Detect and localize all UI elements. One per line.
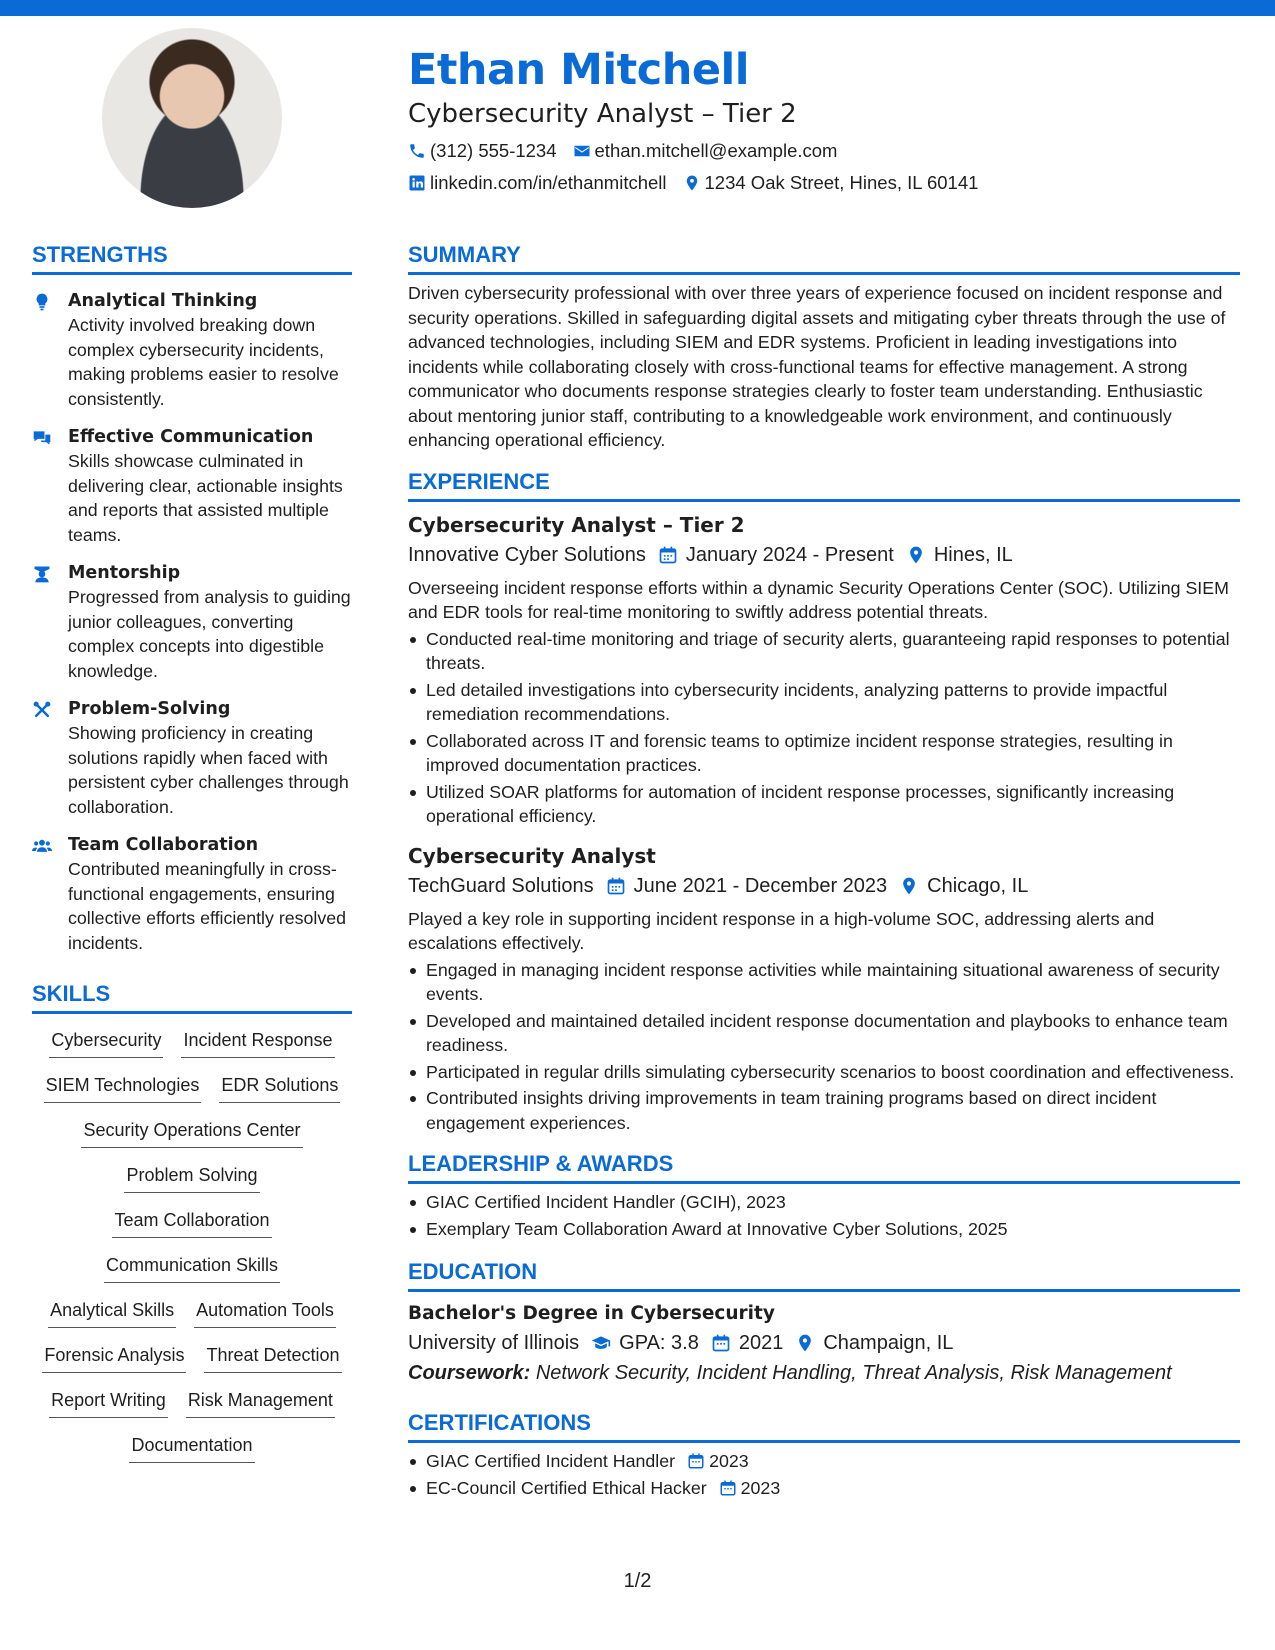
certifications-list <box>408 1449 1240 1500</box>
skill-row <box>103 1208 280 1253</box>
list-item: Conducted real-time monitoring and triage of security alerts, guaranteeing rapid responses to potential threats. <box>408 627 1240 676</box>
list-item: Developed and maintained detailed incident response documentation and playbooks to enhance team readiness. <box>408 1009 1240 1058</box>
school-name: University of Illinois <box>408 1332 580 1354</box>
coursework <box>408 1358 1240 1388</box>
job-description: Played a key role in supporting incident response in a high-volume SOC, addressing alerts and escalations effectively. <box>408 908 1155 953</box>
address-text: 1234 Oak Street, Hines, IL 60141 <box>704 172 979 193</box>
job-bullets <box>408 958 1240 1136</box>
right-column <box>408 240 1240 1502</box>
list-item: Collaborated across IT and forensic teams to optimize incident response strategies, resulting in improved documentation practices. <box>408 729 1240 778</box>
list-item: GIAC Certified Incident Handler (GCIH), 2023 <box>408 1190 1240 1215</box>
cert-name: EC-Council Certified Ethical Hacker <box>426 1477 707 1498</box>
phone-icon <box>408 142 426 160</box>
strength-desc: Activity involved breaking down complex cybersecurity incidents, making problems easier to resolve consistently. <box>68 315 339 409</box>
strength-item <box>32 289 352 411</box>
skill-tag: Risk Management <box>186 1388 335 1418</box>
page-number: 1/2 <box>623 1570 652 1592</box>
strength-item <box>32 561 352 683</box>
strength-item <box>32 833 352 955</box>
skill-tag: Threat Detection <box>204 1343 341 1373</box>
strength-desc: Skills showcase culminated in delivering clear, actionable insights and reports that assisted multiple teams. <box>68 451 343 545</box>
gpa-text: GPA: 3.8 <box>619 1332 699 1354</box>
skill-tag: SIEM Technologies <box>44 1073 202 1103</box>
candidate-name: Ethan Mitchell <box>408 45 749 95</box>
list-item: Led detailed investigations into cybersecurity incidents, analyzing patterns to provide impactful remediation recommendations. <box>408 678 1240 727</box>
skill-tag: Report Writing <box>49 1388 168 1418</box>
strength-title: Team Collaboration <box>68 835 259 855</box>
top-accent-bar <box>0 0 1275 16</box>
cert-year: 2023 <box>709 1451 749 1471</box>
strength-title: Mentorship <box>68 563 181 583</box>
skill-tag: Communication Skills <box>104 1253 280 1283</box>
list-item: Engaged in managing incident response activities while maintaining situational awareness of security events. <box>408 958 1240 1007</box>
strength-title: Problem-Solving <box>68 699 231 719</box>
skill-tag: Problem Solving <box>124 1163 259 1193</box>
calendar-icon <box>687 1452 705 1470</box>
graduation-year: 2021 <box>738 1332 784 1354</box>
job-description: Overseeing incident response efforts within a dynamic Security Operations Center (SOC). Utilizing SIEM and EDR tools for real-time monitoring to swiftly address potential threats. <box>408 577 1229 622</box>
graduation-cap-icon <box>591 1333 611 1353</box>
skills-heading: SKILLS <box>32 979 352 1014</box>
job-location: Chicago, IL <box>927 874 1029 897</box>
skill-row <box>35 1073 350 1118</box>
users-icon <box>32 836 52 856</box>
coursework-text: Network Security, Incident Handling, Threat Analysis, Risk Management <box>535 1362 1172 1384</box>
job-bullets <box>408 627 1240 829</box>
skill-row <box>95 1253 289 1298</box>
linkedin-icon <box>408 174 426 192</box>
resume-header <box>408 44 1248 196</box>
linkedin-text[interactable]: linkedin.com/in/ethanmitchell <box>430 172 667 193</box>
certifications-heading: CERTIFICATIONS <box>408 1408 1240 1443</box>
phone-contact <box>408 140 557 162</box>
skill-row <box>40 1028 343 1073</box>
left-column <box>32 240 352 1478</box>
skill-row <box>40 1388 344 1433</box>
cert-name: GIAC Certified Incident Handler <box>426 1451 676 1471</box>
job-location: Hines, IL <box>933 543 1013 566</box>
list-item: Utilized SOAR platforms for automation of incident response processes, significantly increasing operational efficiency. <box>408 780 1240 829</box>
phone-text: (312) 555-1234 <box>430 140 557 161</box>
cert-year: 2023 <box>740 1477 781 1498</box>
skill-tag: Documentation <box>129 1433 254 1463</box>
skill-tag: Automation Tools <box>194 1298 336 1328</box>
linkedin-contact[interactable] <box>408 172 667 194</box>
skill-tag: Team Collaboration <box>112 1208 271 1238</box>
job-title: Cybersecurity Analyst – Tier 2 <box>408 512 745 537</box>
education-heading: EDUCATION <box>408 1257 1240 1292</box>
profile-photo <box>102 28 282 208</box>
coursework-label: Coursework: <box>408 1362 531 1384</box>
skill-row <box>33 1343 350 1388</box>
skill-tag: Analytical Skills <box>48 1298 176 1328</box>
strength-desc: Contributed meaningfully in cross-functional engagements, ensuring collective efforts efficiently resolved incidents. <box>68 859 347 953</box>
strength-title: Effective Communication <box>68 427 314 447</box>
list-item: Contributed insights driving improvements in team training programs based on direct incident engagement experiences. <box>408 1086 1240 1135</box>
envelope-icon <box>573 142 591 160</box>
leadership-list <box>408 1190 1240 1241</box>
strength-desc: Progressed from analysis to guiding junior colleagues, converting complex concepts into digestible knowledge. <box>68 587 351 681</box>
school-location: Champaign, IL <box>823 1332 954 1354</box>
job-title: Cybersecurity Analyst <box>408 843 656 868</box>
skill-tag: Incident Response <box>181 1028 334 1058</box>
experience-heading: EXPERIENCE <box>408 467 1240 502</box>
comments-icon <box>32 428 52 448</box>
lightbulb-icon <box>32 292 52 312</box>
job-company: TechGuard Solutions <box>408 874 594 897</box>
list-item <box>408 1476 1240 1501</box>
skills-list <box>32 1028 352 1478</box>
strength-item <box>32 425 352 547</box>
map-pin-icon <box>683 174 701 192</box>
skill-row <box>39 1298 345 1343</box>
skill-tag: EDR Solutions <box>219 1073 340 1103</box>
email-contact[interactable] <box>573 140 838 162</box>
calendar-icon <box>711 1333 731 1353</box>
skill-tag: Security Operations Center <box>81 1118 302 1148</box>
skill-tag: Forensic Analysis <box>42 1343 186 1373</box>
teacher-icon <box>32 564 52 584</box>
address-contact <box>683 172 979 194</box>
education-meta <box>408 1328 1240 1358</box>
map-pin-icon <box>899 876 919 896</box>
map-pin-icon <box>795 1333 815 1353</box>
strength-title: Analytical Thinking <box>68 291 258 311</box>
skill-row <box>120 1433 263 1478</box>
job-entry <box>408 841 1240 1136</box>
job-meta <box>408 871 1240 901</box>
leadership-heading: LEADERSHIP & AWARDS <box>408 1149 1240 1184</box>
job-dates: June 2021 - December 2023 <box>633 874 888 897</box>
strengths-heading: STRENGTHS <box>32 240 352 275</box>
skill-row <box>115 1163 268 1208</box>
email-text[interactable]: ethan.mitchell@example.com <box>594 140 838 161</box>
job-entry <box>408 510 1240 829</box>
calendar-icon <box>719 1479 737 1497</box>
summary-heading: SUMMARY <box>408 240 1240 275</box>
candidate-role: Cybersecurity Analyst – Tier 2 <box>408 99 797 129</box>
strength-item <box>32 697 352 819</box>
job-company: Innovative Cyber Solutions <box>408 543 646 566</box>
job-dates: January 2024 - Present <box>685 543 894 566</box>
contact-row-1 <box>408 138 1248 164</box>
summary-text: Driven cybersecurity professional with over three years of experience focused on incident response and security operations. Skilled in safeguarding digital assets and mitigating cyber threats through the use of advanced technologies, including SIEM and EDR systems. Proficient in leading investigations into incidents while collaborating closely with cross-functional teams for effective management. A strong communicator who documents response strategies clearly to foster team understanding. Enthusiastic about mentoring junior staff, contributing to a knowledgeable work environment, and continuously enhancing operational efficiency. <box>408 283 1226 450</box>
degree-title: Bachelor's Degree in Cybersecurity <box>408 1303 775 1324</box>
calendar-icon <box>606 876 626 896</box>
skill-tag: Cybersecurity <box>49 1028 163 1058</box>
job-meta <box>408 540 1240 570</box>
skill-row <box>72 1118 311 1163</box>
calendar-icon <box>658 545 678 565</box>
contact-row-2 <box>408 170 1248 196</box>
tools-icon <box>32 700 52 720</box>
map-pin-icon <box>906 545 926 565</box>
list-item: Participated in regular drills simulating cybersecurity scenarios to boost coordination and effectiveness. <box>408 1060 1240 1085</box>
list-item: Exemplary Team Collaboration Award at Innovative Cyber Solutions, 2025 <box>408 1217 1240 1242</box>
list-item <box>408 1449 1240 1474</box>
strength-desc: Showing proficiency in creating solutions rapidly when faced with persistent cyber challenges through collaboration. <box>68 723 349 817</box>
